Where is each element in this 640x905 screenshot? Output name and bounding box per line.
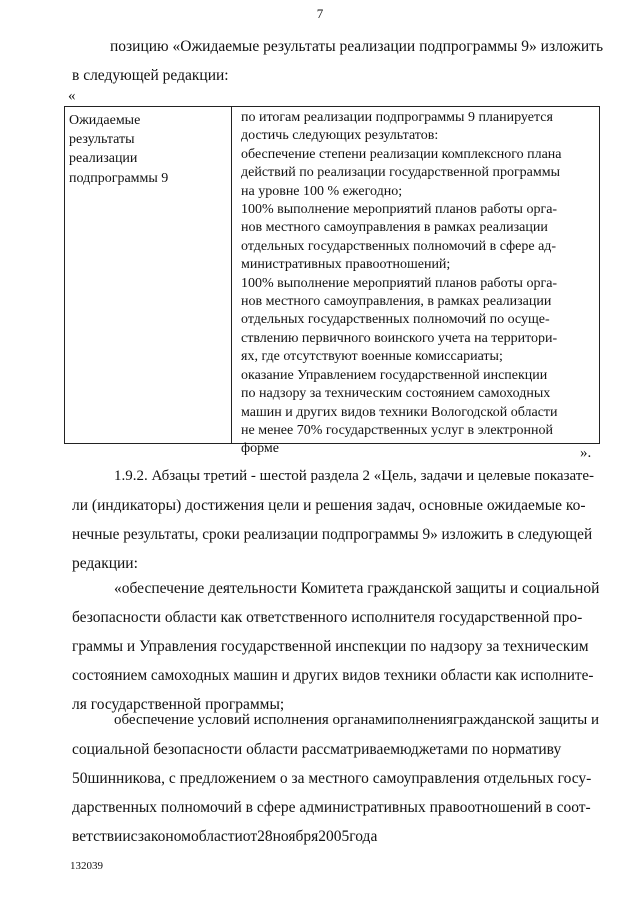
label-line: Ожидаемые: [69, 113, 141, 128]
paragraph-committee: [72, 574, 600, 719]
value-line: отдельных государственных полномочий в сфере ад-: [241, 238, 557, 254]
value-line: действий по реализации государственной программы: [241, 165, 561, 181]
closing-quote-mark: ».: [580, 445, 592, 461]
paragraph-line: нечные результаты, сроки реализации подпрограммы 9» изложить в следующей: [72, 526, 593, 543]
paragraph-last-line: [72, 822, 600, 851]
value-line: не менее 70% государственных услуг в электронной: [241, 422, 553, 438]
table-label-cell: [69, 111, 168, 188]
paragraph-conditions: [72, 706, 600, 851]
paragraph-line: ля государственной программы;: [72, 696, 285, 713]
word: ноября: [272, 828, 319, 845]
value-line: оказание Управлением государственной инспекции: [241, 367, 548, 383]
word: 28: [257, 828, 273, 845]
value-line: по надзору за техническим состоянием самоходных: [241, 386, 551, 402]
value-line: нов местного самоуправления, в рамках реализации: [241, 294, 552, 310]
paragraph-line: 50шинникова, с предложением о за местного самоуправления отдельных госу-: [72, 770, 592, 787]
table-column-divider: [231, 107, 232, 443]
paragraph-line: 1.9.2. Абзацы третий - шестой раздела 2 «Цель, задачи и целевые показате-: [114, 468, 594, 484]
word: года: [349, 828, 378, 845]
paragraph-line: граммы и Управления государственной инспекции по надзору за техническим: [72, 638, 589, 655]
value-line: 100% выполнение мероприятий планов работы орга-: [241, 275, 558, 291]
paragraph-line: редакции:: [72, 555, 138, 572]
value-line: машин и других видов техники Вологодской области: [241, 404, 558, 420]
value-line: форме: [241, 441, 279, 457]
value-line: нов местного самоуправления в рамках реализации: [241, 220, 548, 236]
paragraph-line: ли (индикаторы) достижения цели и решения задач, основные ожидаемые ко-: [72, 497, 586, 514]
value-line: по итогам реализации подпрограммы 9 планируется: [241, 110, 553, 125]
word: 2005: [318, 828, 350, 845]
table-value-cell: [241, 109, 593, 459]
intro-line-2: в следующей редакции:: [72, 67, 229, 84]
paragraph-1-9-2: [72, 462, 600, 578]
word: области: [190, 828, 243, 845]
paragraph-line: дарственных полномочий в сфере административных правоотношений в соот-: [72, 799, 591, 816]
label-line: подпрограммы 9: [69, 170, 169, 186]
value-line: 100% выполнение мероприятий планов работы орга-: [241, 202, 558, 218]
page-number: 7: [316, 6, 324, 21]
value-line: достичь следующих результатов:: [241, 128, 439, 144]
label-line: результаты: [69, 132, 135, 148]
word: с: [130, 828, 138, 845]
value-line: ствлению первичного воинского учета на территори-: [241, 330, 558, 346]
paragraph-line: безопасности области как ответственного исполнителя государственной про-: [72, 609, 583, 626]
label-line: реализации: [69, 151, 138, 167]
word: ветствии: [72, 828, 131, 845]
paragraph-line: состоянием самоходных машин и других видов техники области как исполните-: [72, 667, 594, 684]
results-table: [64, 106, 600, 457]
paragraph-line: «обеспечение деятельности Комитета гражданской защиты и социальной: [114, 580, 600, 597]
word: законом: [137, 828, 191, 845]
opening-quote-mark: «: [68, 88, 76, 104]
value-line: на уровне 100 % ежегодно;: [241, 183, 403, 199]
document-code: 132039: [70, 860, 103, 872]
value-line: министративных правоотношений;: [241, 257, 451, 273]
value-line: отдельных государственных полномочий по осуще-: [241, 312, 550, 328]
intro-line-1: позицию «Ожидаемые результаты реализации подпрограммы 9» изложить: [110, 38, 604, 55]
word: от: [242, 828, 258, 845]
value-line: обеспечение степени реализации комплексного плана: [241, 146, 562, 162]
paragraph-line: социальной безопасности области рассматриваемюджетами по нормативу: [72, 741, 562, 758]
value-line: ях, где отсутствуют военные комиссариаты;: [241, 349, 503, 365]
paragraph-line: обеспечение условий исполнения органамиполнениягражданской защиты и: [114, 712, 600, 728]
